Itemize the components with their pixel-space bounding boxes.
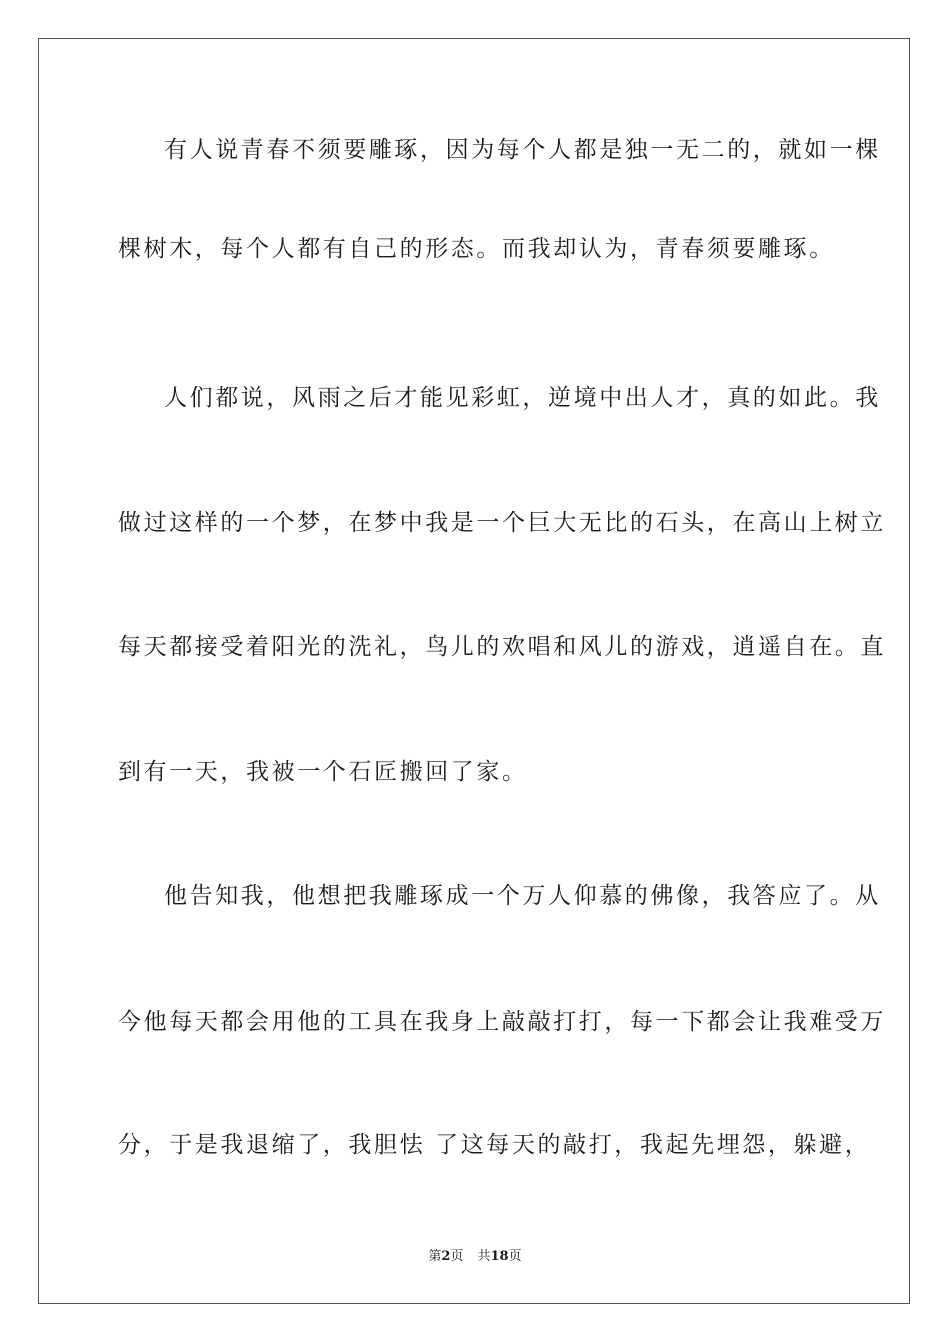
footer-page-number: 2 [441,1249,451,1264]
footer-total-suffix: 页 [508,1249,522,1264]
paragraph-3-line-2: 今他每天都会用他的工具在我身上敲敲打打，每一下都会让我难受万 [118,1009,886,1035]
page-footer [0,1248,950,1266]
footer-total-pages: 18 [490,1249,509,1264]
paragraph-2-line-4: 到有一天，我被一个石匠搬回了家。 [118,759,528,785]
paragraph-2-line-2: 做过这样的一个梦，在梦中我是一个巨大无比的石头，在高山上树立 [118,510,886,536]
footer-total-prefix: 共 [477,1249,491,1264]
paragraph-3-line-1: 他告知我，他想把我雕琢成一个万人仰慕的佛像，我答应了。从 [164,883,881,909]
paragraph-2-line-3: 每天都接受着阳光的洗礼，鸟儿的欢唱和风儿的游戏，逍遥自在。直 [118,634,886,660]
paragraph-1-line-1: 有人说青春不须要雕琢，因为每个人都是独一无二的，就如一棵 [164,137,881,163]
paragraph-1-line-2: 棵树木，每个人都有自己的形态。而我却认为，青春须要雕琢。 [118,236,835,262]
page-border [38,38,910,1304]
footer-page-suffix: 页 [450,1249,464,1264]
paragraph-3-line-3: 分，于是我退缩了，我胆怯 了这每天的敲打，我起先埋怨，躲避， [118,1132,871,1158]
footer-page-prefix: 第 [428,1249,442,1264]
paragraph-2-line-1: 人们都说，风雨之后才能见彩虹，逆境中出人才，真的如此。我 [164,385,881,411]
